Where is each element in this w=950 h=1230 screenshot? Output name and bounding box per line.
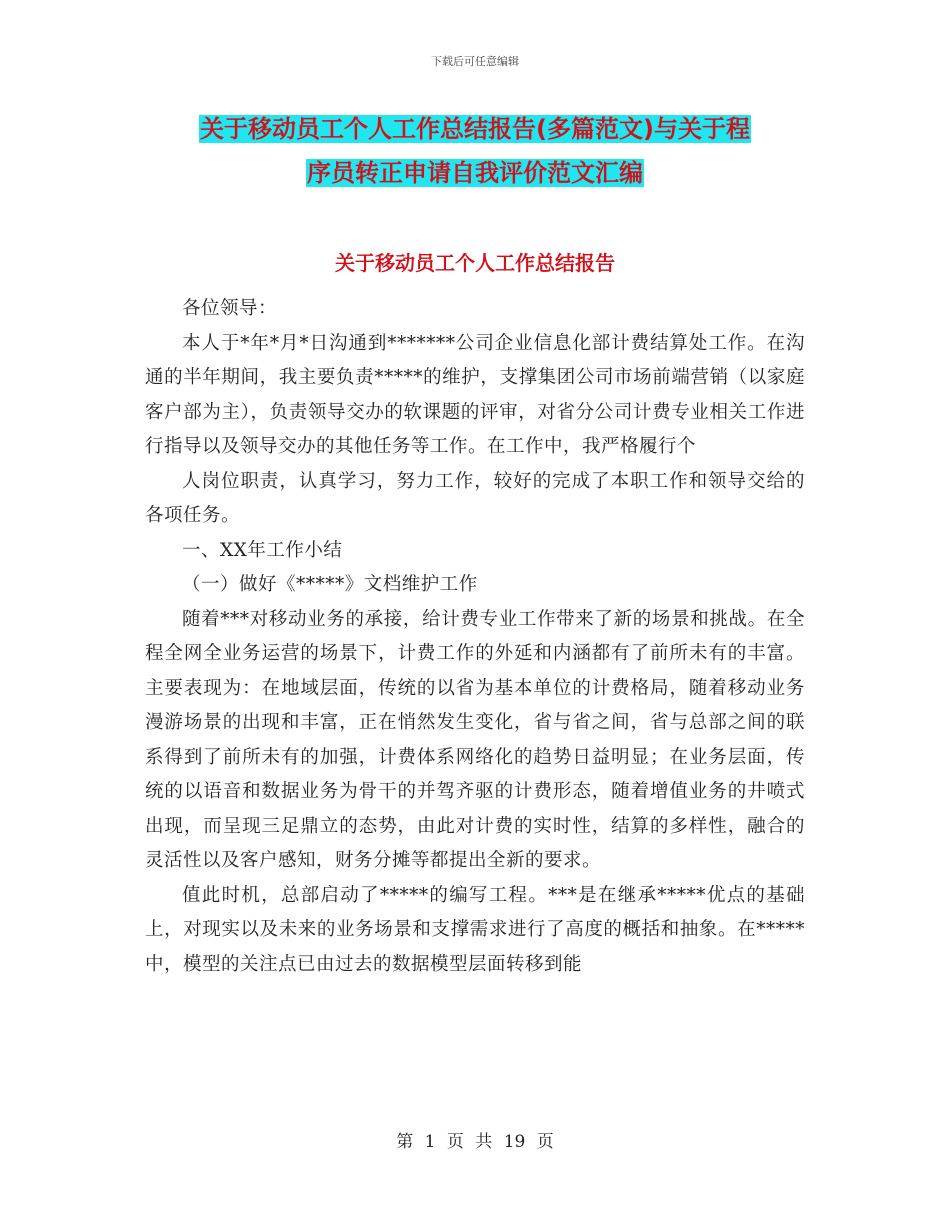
heading-level-2: （一）做好《*****》文档维护工作 <box>182 574 478 595</box>
paragraph: 值此时机，总部启动了*****的编写工程。***是在继承*****优点的基础上，对现实以及未来的业务场景和支撑需求进行了高度的概括和抽象。在*****中，模型的关注点已由过去的数据模型层面转移到能 <box>145 884 805 975</box>
paragraph: 本人于*年*月*日沟通到*******公司企业信息化部计费结算处工作。在沟通的半年期间，我主要负责*****的维护，支撑集团公司市场前端营销（以家庭客户部为主），负责领导交办的软课题的评审，对省分公司计费专业相关工作进行指导以及领导交办的其他任务等工作。在工作中，我严格履行个 <box>145 332 805 457</box>
document-title-line-1 <box>145 112 805 146</box>
document-body <box>145 292 805 982</box>
paragraph: 人岗位职责，认真学习，努力工作，较好的完成了本职工作和领导交给的各项任务。 <box>145 470 805 526</box>
paragraph: 随着***对移动业务的承接，给计费专业工作带来了新的场景和挑战。在全程全网全业务运营的场景下，计费工作的外延和内涵都有了前所未有的丰富。主要表现为：在地域层面，传统的以省为基本单位的计费格局，随着移动业务漫游场景的出现和丰富，正在悄然发生变化，省与省之间，省与总部之间的联系得到了前所未有的加强，计费体系网络化的趋势日益明显；在业务层面，传统的以语音和数据业务为骨干的并驾齐驱的计费形态，随着增值业务的井喷式出现，而呈现三足鼎立的态势，由此对计费的实时性，结算的多样性，融合的灵活性以及客户感知，财务分摊等都提出全新的要求。 <box>145 608 805 871</box>
page-footer: 第 1 页 共 19 页 <box>396 1132 554 1152</box>
title-highlight-1: 关于移动员工个人工作总结报告(多篇范文)与关于程 <box>200 115 750 143</box>
title-highlight-2: 序员转正申请自我评价范文汇编 <box>307 159 643 187</box>
paragraph-salutation: 各位领导： <box>182 298 278 319</box>
heading-level-1: 一、XX年工作小结 <box>182 539 343 561</box>
document-title-line-2 <box>145 156 805 190</box>
section-title: 关于移动员工个人工作总结报告 <box>335 251 615 275</box>
header-note: 下载后可任意编辑 <box>431 55 519 68</box>
